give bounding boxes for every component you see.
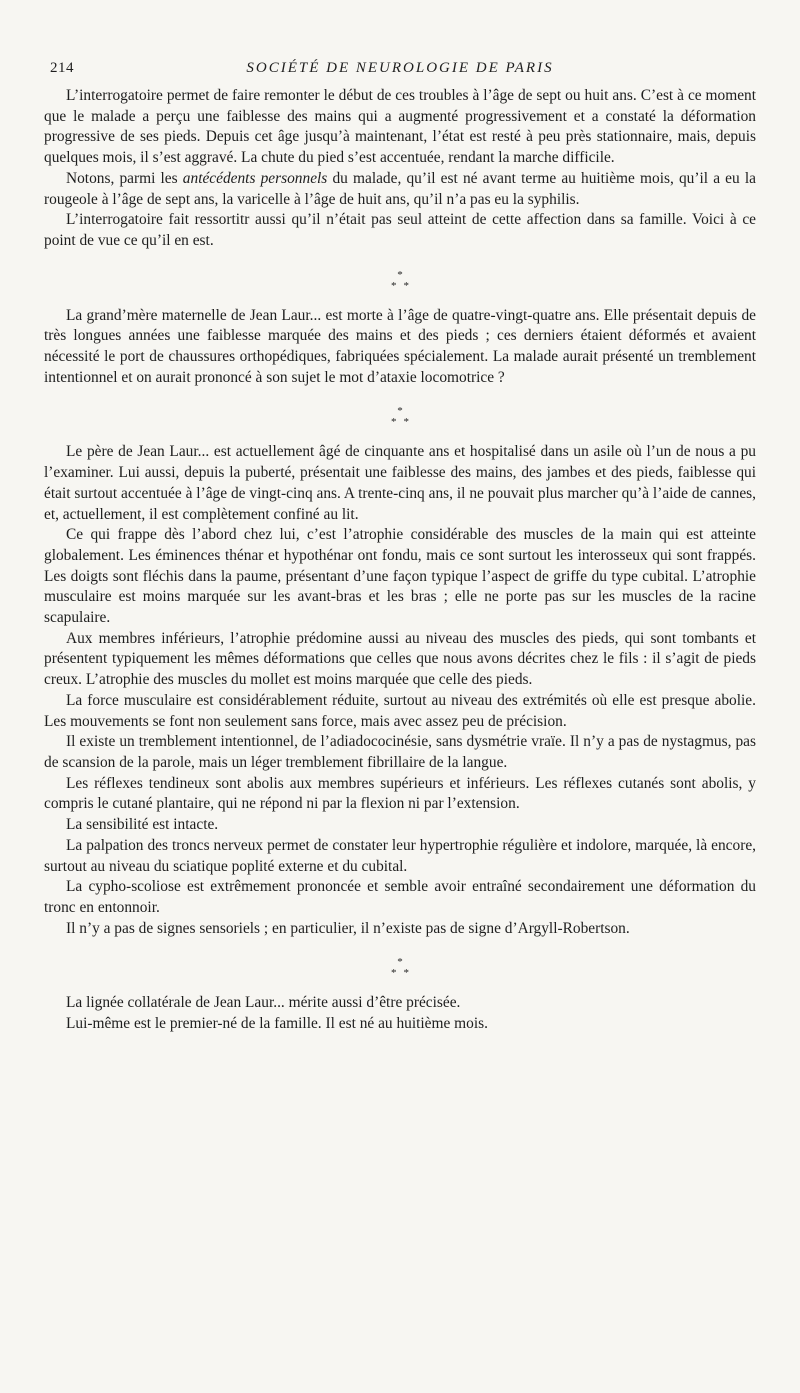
running-head: SOCIÉTÉ DE NEUROLOGIE DE PARIS <box>246 60 554 76</box>
paragraph-text: Notons, parmi les <box>66 169 183 187</box>
asterism-top: * <box>397 956 403 969</box>
paragraph: La sensibilité est intacte. <box>66 816 219 834</box>
paragraph: Ce qui frappe dès l’abord chez lui, c’est l’atrophie considérable des muscles de la main qui est atteinte globalement. Les éminences thénar et hypothénar ont fondu, mais ce sont surtout les interosseux qui sont frappés. Les doigts sont fléchis dans la paume, présentant d’une façon typique l’aspect de griffe du type cubital. L’atrophie musculaire est moins marquée sur les avant-bras et les bras ; elle ne porte pas sur les muscles de la racine scapulaire. <box>44 526 756 627</box>
asterism-bottom: ** <box>391 416 416 429</box>
paragraph: La force musculaire est considérablement réduite, surtout au niveau des extrémités où elle est presque abolie. Les mouvements se font non seulement sans force, mais avec assez peu de précision. <box>44 691 756 730</box>
asterism-bottom: ** <box>391 967 416 980</box>
asterism-top: * <box>397 268 403 281</box>
paragraph: Lui-même est le premier-né de la famille. Il est né au huitième mois. <box>66 1015 488 1033</box>
paragraph: La grand’mère maternelle de Jean Laur... est morte à l’âge de quatre-vingt-quatre ans. Elle présentait depuis de très longues années une faiblesse marquée des mains et des pieds ; ces derniers étaient déformés et avaient nécessité le port de chaussures orthopédiques, fabriquées spécialement. La malade aurait présenté un tremblement intentionnel et on aurait prononcé à son sujet le mot d’ataxie locomotrice ? <box>44 306 756 386</box>
paragraph: Il existe un tremblement intentionnel, de l’adiadococinésie, sans dysmétrie vraïe. Il n’y a pas de nystagmus, pas de scansion de la parole, mais un léger tremblement fibrillaire de la langue. <box>44 733 756 771</box>
page-number: 214 <box>50 60 74 76</box>
section-asterism <box>44 957 756 979</box>
emphasis-text: antécédents personnels <box>182 169 328 187</box>
asterism-bottom: ** <box>391 279 416 292</box>
page-header <box>44 52 756 78</box>
paragraph <box>44 169 756 210</box>
paragraph: Aux membres inférieurs, l’atrophie prédomine aussi au niveau des muscles des pieds, qui sont tombants et présentent typiquement les mêmes déformations que celles que nous avons décrites chez le fils : il s’agit de pieds creux. L’atrophie des muscles du mollet est moins marquée que celle des pieds. <box>44 629 756 689</box>
paragraph: La lignée collatérale de Jean Laur... mérite aussi d’être précisée. <box>66 994 461 1012</box>
paragraph: L’interrogatoire fait ressortitr aussi qu’il n’était pas seul atteint de cette affection dans sa famille. Voici à ce point de vue ce qu’il en est. <box>44 211 756 249</box>
asterism-top: * <box>397 405 403 418</box>
paragraph: Il n’y a pas de signes sensoriels ; en particulier, il n’existe pas de signe d’Argyll-Robertson. <box>66 919 630 937</box>
paragraph: Les réflexes tendineux sont abolis aux membres supérieurs et inférieurs. Les réflexes cutanés sont abolis, y compris le cutané plantaire, qui ne répond ni par la flexion ni par l’extension. <box>44 774 756 813</box>
paragraph: La cypho-scoliose est extrêmement prononcée et semble avoir entraîné secondairement une déformation du tronc en entonnoir. <box>44 878 756 916</box>
section-asterism <box>44 270 756 292</box>
body-text <box>44 86 756 1035</box>
section-asterism <box>44 406 756 428</box>
paragraph-text: du malade, qu’il est né avant terme au huitième mois, qu’il a eu la rougeole à l’âge de sept ans, la varicelle à l’âge de huit ans, qu’il n’a pas eu la syphilis. <box>44 169 756 208</box>
paragraph: La palpation des troncs nerveux permet de constater leur hypertrophie régulière et indolore, marquée, là encore, surtout au niveau du sciatique poplité externe et du cubital. <box>44 836 756 875</box>
paragraph: Le père de Jean Laur... est actuellement âgé de cinquante ans et hospitalisé dans un asile où l’un de nous a pu l’examiner. Lui aussi, depuis la puberté, présentait une faiblesse des mains, des jambes et des pieds, faiblesse qui était surtout accentuée à l’âge de vingt-cinq ans. A trente-cinq ans, il ne pouvait plus marcher qu’à l’aide de cannes, et, actuellement, il est complètement confiné au lit. <box>44 443 756 523</box>
paragraph: L’interrogatoire permet de faire remonter le début de ces troubles à l’âge de sept ou huit ans. C’est à ce moment que le malade a perçu une faiblesse des mains qui a augmenté progressivement et a constaté la déformation progressive de ses pieds. Depuis cet âge jusqu’à maintenant, l’état est resté à peu près stationnaire, mais, depuis quelques mois, il s’est aggravé. La chute du pied s’est accentuée, rendant la marche difficile. <box>44 87 756 167</box>
